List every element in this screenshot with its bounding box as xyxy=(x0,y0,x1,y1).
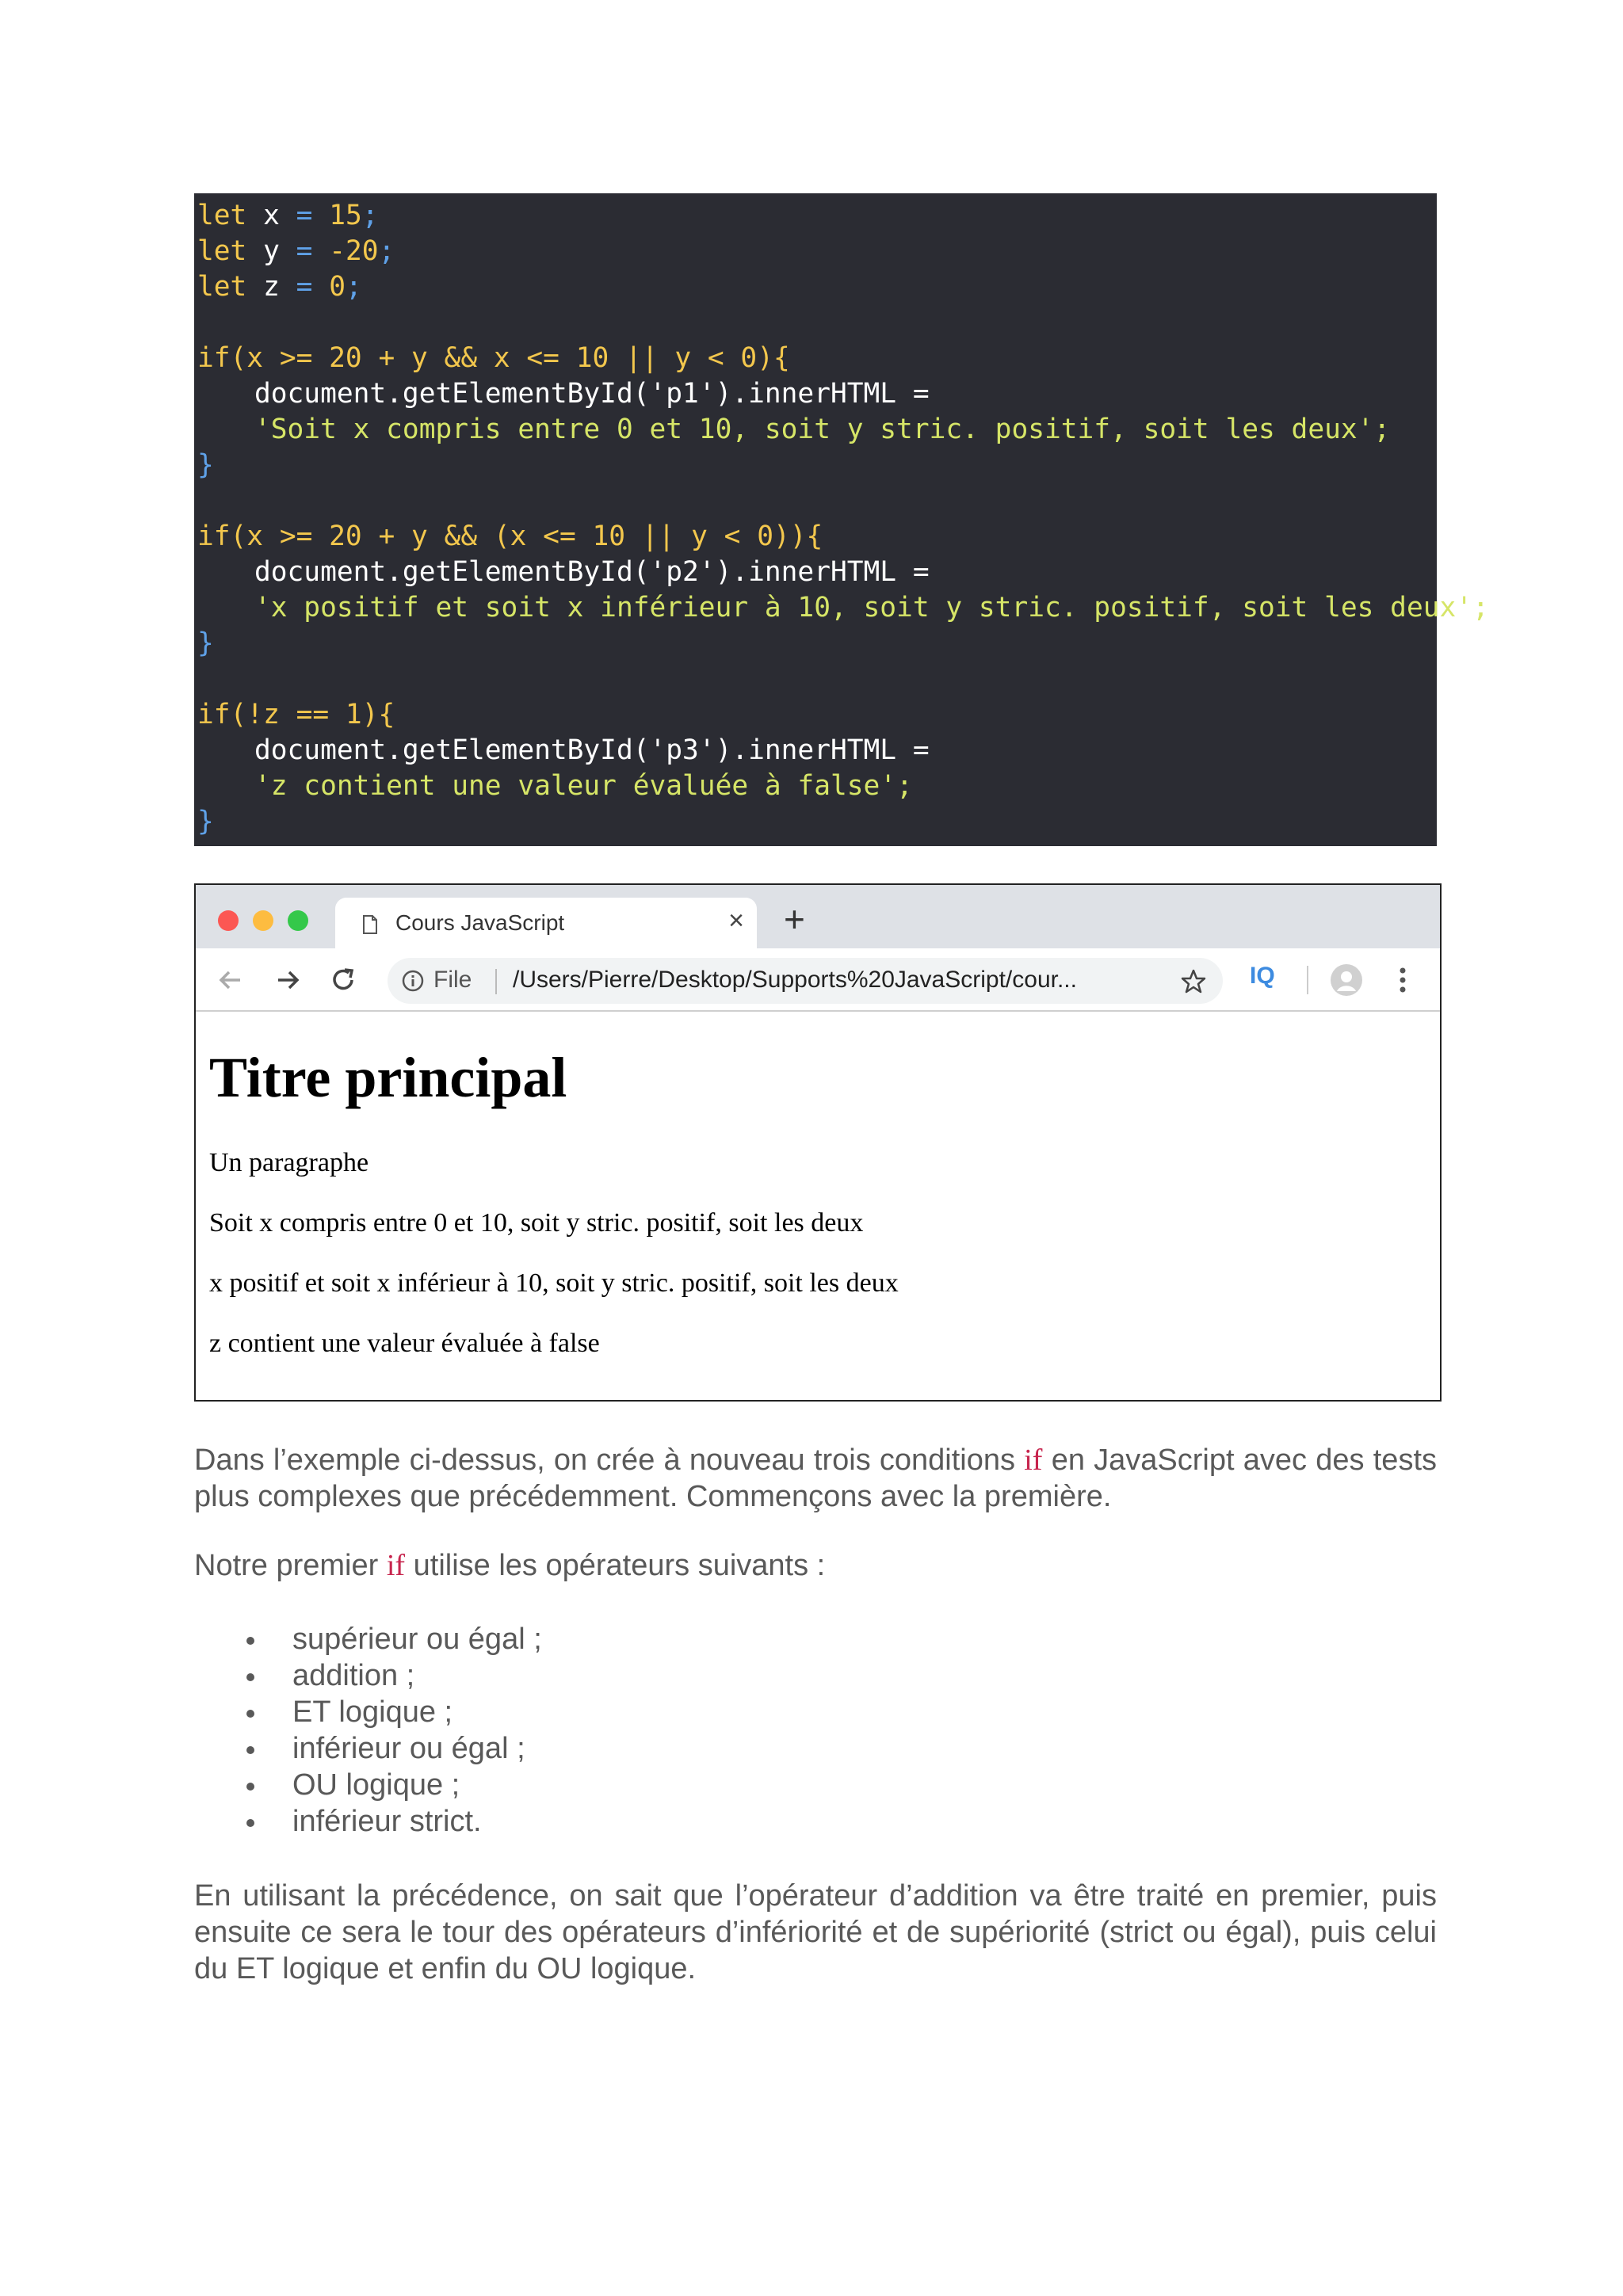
inline-code-if: if xyxy=(386,1549,406,1582)
list-item: inférieur ou égal ; xyxy=(194,1730,542,1767)
page-paragraph: Un paragraphe xyxy=(209,1148,369,1177)
info-icon[interactable] xyxy=(402,970,424,992)
code-line xyxy=(194,697,1437,733)
code-number: 0 xyxy=(329,271,346,303)
tab-bar xyxy=(196,885,1440,948)
code-identifier: x xyxy=(263,200,280,231)
code-line xyxy=(194,804,1437,840)
list-item: supérieur ou égal ; xyxy=(194,1621,542,1657)
iq-extension-icon[interactable]: IQ xyxy=(1250,963,1275,989)
code-call: document.getElementById('p2').innerHTML = xyxy=(254,556,930,588)
code-brace: } xyxy=(197,806,214,837)
code-operator: = xyxy=(296,235,313,267)
code-call: document.getElementById('p3').innerHTML = xyxy=(254,734,930,766)
code-line xyxy=(194,555,1437,590)
code-call: document.getElementById('p1').innerHTML = xyxy=(254,378,930,410)
code-line xyxy=(194,198,1437,234)
code-punct: ; xyxy=(378,235,395,267)
close-tab-icon[interactable]: × xyxy=(728,906,744,936)
code-line xyxy=(194,590,1489,626)
code-brace: } xyxy=(197,449,214,481)
code-line xyxy=(194,626,1437,662)
forward-arrow-icon[interactable] xyxy=(270,963,305,997)
more-menu-icon[interactable] xyxy=(1399,964,1407,996)
intro-paragraph: Dans l’exemple ci-dessus, on crée à nouveau trois conditions if en JavaScript avec des tests plus complexes que précédemment. Commençons avec la première. xyxy=(194,1444,1437,1513)
code-identifier: z xyxy=(263,271,280,303)
code-if-head: if(x >= 20 + y && x <= 10 || y < 0){ xyxy=(197,342,790,374)
minimize-window-button[interactable] xyxy=(253,910,273,931)
page-paragraph-p2: x positif et soit x inférieur à 10, soit y stric. positif, soit les deux xyxy=(209,1268,899,1298)
close-window-button[interactable] xyxy=(218,910,239,931)
list-item: inférieur strict. xyxy=(194,1803,542,1840)
code-if-head: if(!z == 1){ xyxy=(197,699,395,730)
address-bar[interactable] xyxy=(388,958,1223,1004)
toolbar-divider xyxy=(1307,966,1308,994)
code-number: 15 xyxy=(329,200,362,231)
page-heading: Titre principal xyxy=(209,1046,567,1109)
code-line xyxy=(194,269,1437,305)
tab-title: Cours JavaScript xyxy=(395,910,565,935)
code-operator: = xyxy=(296,271,313,303)
maximize-window-button[interactable] xyxy=(288,910,308,931)
code-line xyxy=(194,376,1437,412)
inline-code-if: if xyxy=(1024,1444,1043,1477)
precedence-paragraph: En utilisant la précédence, on sait que l’opérateur d’addition va être traité en premier, puis ensuite ce sera le tour des opérateurs d’infériorité et de supériorité (strict ou égal), puis celui du ET logique et enfin du OU logique. xyxy=(194,1879,1437,1985)
code-block xyxy=(194,193,1489,846)
reload-icon[interactable] xyxy=(326,963,361,997)
list-item: ET logique ; xyxy=(194,1694,542,1730)
code-punct: ; xyxy=(361,200,379,231)
back-arrow-icon[interactable] xyxy=(213,963,248,997)
operators-intro-paragraph: Notre premier if utilise les opérateurs suivants : xyxy=(194,1549,826,1582)
browser-toolbar xyxy=(196,948,1440,1012)
code-line xyxy=(194,519,1437,555)
code-keyword: let xyxy=(197,235,247,267)
code-keyword: let xyxy=(197,200,247,231)
file-scheme-label: File xyxy=(433,967,472,993)
code-line xyxy=(194,412,1437,448)
page-paragraph-p1: Soit x compris entre 0 et 10, soit y stric. positif, soit les deux xyxy=(209,1208,864,1238)
code-number: -20 xyxy=(329,235,379,267)
omnibox-divider xyxy=(495,969,497,994)
code-string: 'Soit x compris entre 0 et 10, soit y stric. positif, soit les deux'; xyxy=(254,414,1391,445)
code-line-blank xyxy=(194,662,1437,697)
code-keyword: let xyxy=(197,271,247,303)
code-if-head: if(x >= 20 + y && (x <= 10 || y < 0)){ xyxy=(197,521,823,552)
code-line-blank xyxy=(194,483,1437,519)
new-tab-button[interactable]: + xyxy=(784,898,805,940)
list-item: OU logique ; xyxy=(194,1767,542,1803)
code-punct: ; xyxy=(346,271,362,303)
code-operator: = xyxy=(296,200,313,231)
code-line-blank xyxy=(194,305,1437,341)
code-string: 'x positif et soit x inférieur à 10, soit y stric. positif, soit les deux'; xyxy=(254,592,1489,624)
page-paragraph-p3: z contient une valeur évaluée à false xyxy=(209,1329,600,1358)
code-identifier: y xyxy=(263,235,280,267)
code-line xyxy=(194,341,1437,376)
code-line xyxy=(194,769,1437,804)
code-brace: } xyxy=(197,627,214,659)
code-line xyxy=(194,448,1437,483)
bookmark-star-icon[interactable] xyxy=(1180,968,1207,995)
code-string: 'z contient une valeur évaluée à false'; xyxy=(254,770,913,802)
profile-avatar-icon[interactable] xyxy=(1329,963,1364,997)
operators-list xyxy=(194,1621,542,1840)
tab-cours-javascript[interactable] xyxy=(335,898,757,948)
document-icon xyxy=(362,915,378,934)
url-text[interactable]: /Users/Pierre/Desktop/Supports%20JavaScript/cour... xyxy=(513,967,1077,993)
list-item: addition ; xyxy=(194,1657,542,1694)
code-line xyxy=(194,733,1437,769)
code-line xyxy=(194,234,1437,269)
browser-window xyxy=(194,883,1442,1402)
